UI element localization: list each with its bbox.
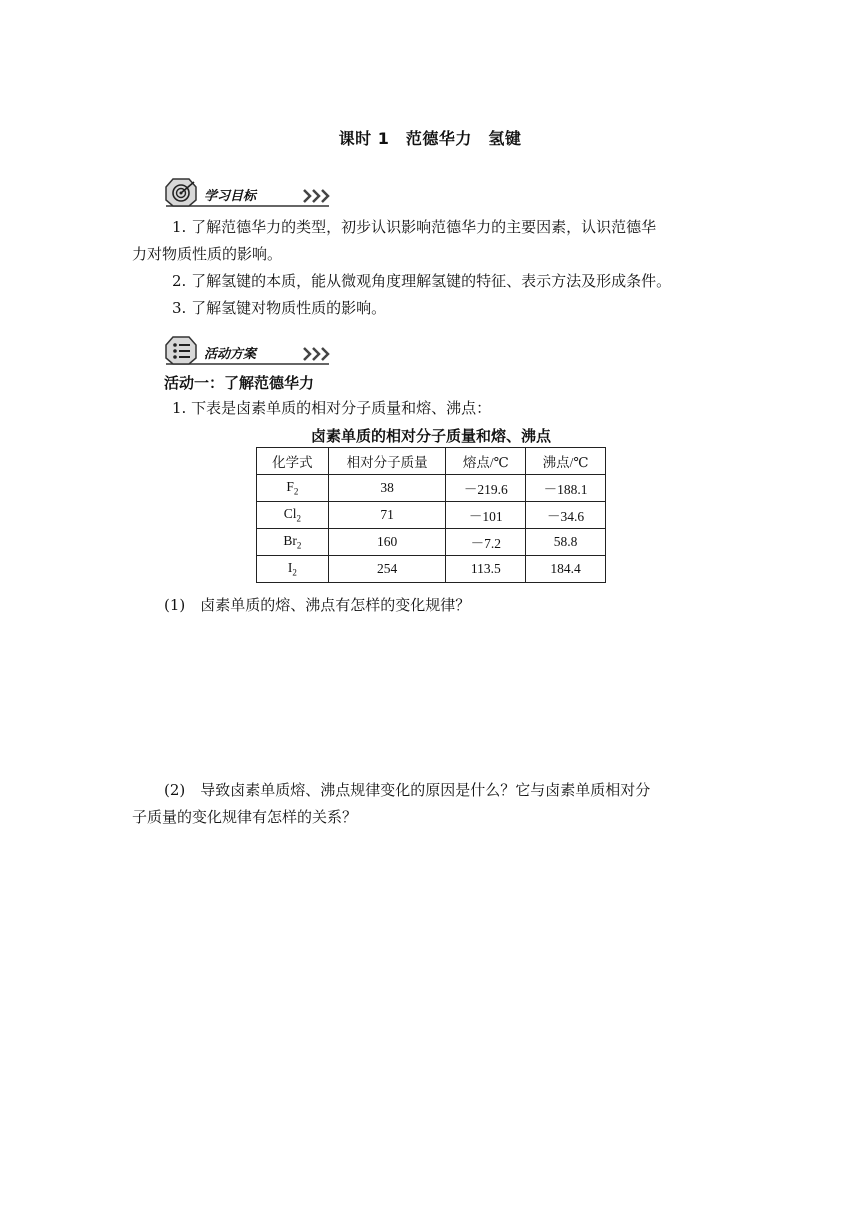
table-row [257,529,606,556]
cell-mass: 254 [328,556,446,583]
header-mass: 相对分子质量 [328,448,446,475]
cell-melting-point: －101 [446,502,526,529]
lesson-title: 课时 1 范德华力 氢键 [338,129,522,148]
header-boiling-point: 沸点/℃ [526,448,606,475]
activities-banner [164,336,339,366]
table-row [257,502,606,529]
objective-1-line-1: 1. 了解范德华力的类型，初步认识影响范德华力的主要因素，认识范德华 [172,218,657,236]
cell-melting-point: 113.5 [446,556,526,583]
header-formula: 化学式 [257,448,329,475]
activity-1-title: 活动一：了解范德华力 [164,374,315,392]
table-header-row [257,448,606,475]
cell-melting-point: －7.2 [446,529,526,556]
table-caption: 卤素单质的相对分子质量和熔、沸点 [310,427,551,445]
cell-mass: 38 [328,475,446,502]
cell-mass: 160 [328,529,446,556]
activities-banner-label: 活动方案 [204,347,257,362]
cell-boiling-point: 58.8 [526,529,606,556]
halogen-table [256,447,606,583]
objective-3: 3. 了解氢键对物质性质的影响。 [172,299,387,317]
cell-boiling-point: －34.6 [526,502,606,529]
cell-formula: $Cl_2$ [257,502,329,529]
cell-formula: $I_2$ [257,556,329,583]
activity-1-intro: 1. 下表是卤素单质的相对分子质量和熔、沸点： [172,399,492,417]
question-2-line-2: 子质量的变化规律有怎样的关系？ [132,808,358,826]
cell-melting-point: －219.6 [446,475,526,502]
cell-boiling-point: －188.1 [526,475,606,502]
cell-formula: $F_2$ [257,475,329,502]
cell-formula: $Br_2$ [257,529,329,556]
question-1: (1) 卤素单质的熔、沸点有怎样的变化规律？ [164,596,471,614]
header-melting-point: 熔点/℃ [446,448,526,475]
objectives-banner [164,178,339,208]
table-row [257,475,606,502]
objective-2: 2. 了解氢键的本质，能从微观角度理解氢键的特征、表示方法及形成条件。 [172,272,672,290]
objectives-banner-label: 学习目标 [204,189,257,204]
objective-1-line-2: 力对物质性质的影响。 [132,245,283,263]
cell-mass: 71 [328,502,446,529]
cell-boiling-point: 184.4 [526,556,606,583]
question-2-line-1: (2) 导致卤素单质熔、沸点规律变化的原因是什么？它与卤素单质相对分 [164,781,651,799]
table-row [257,556,606,583]
